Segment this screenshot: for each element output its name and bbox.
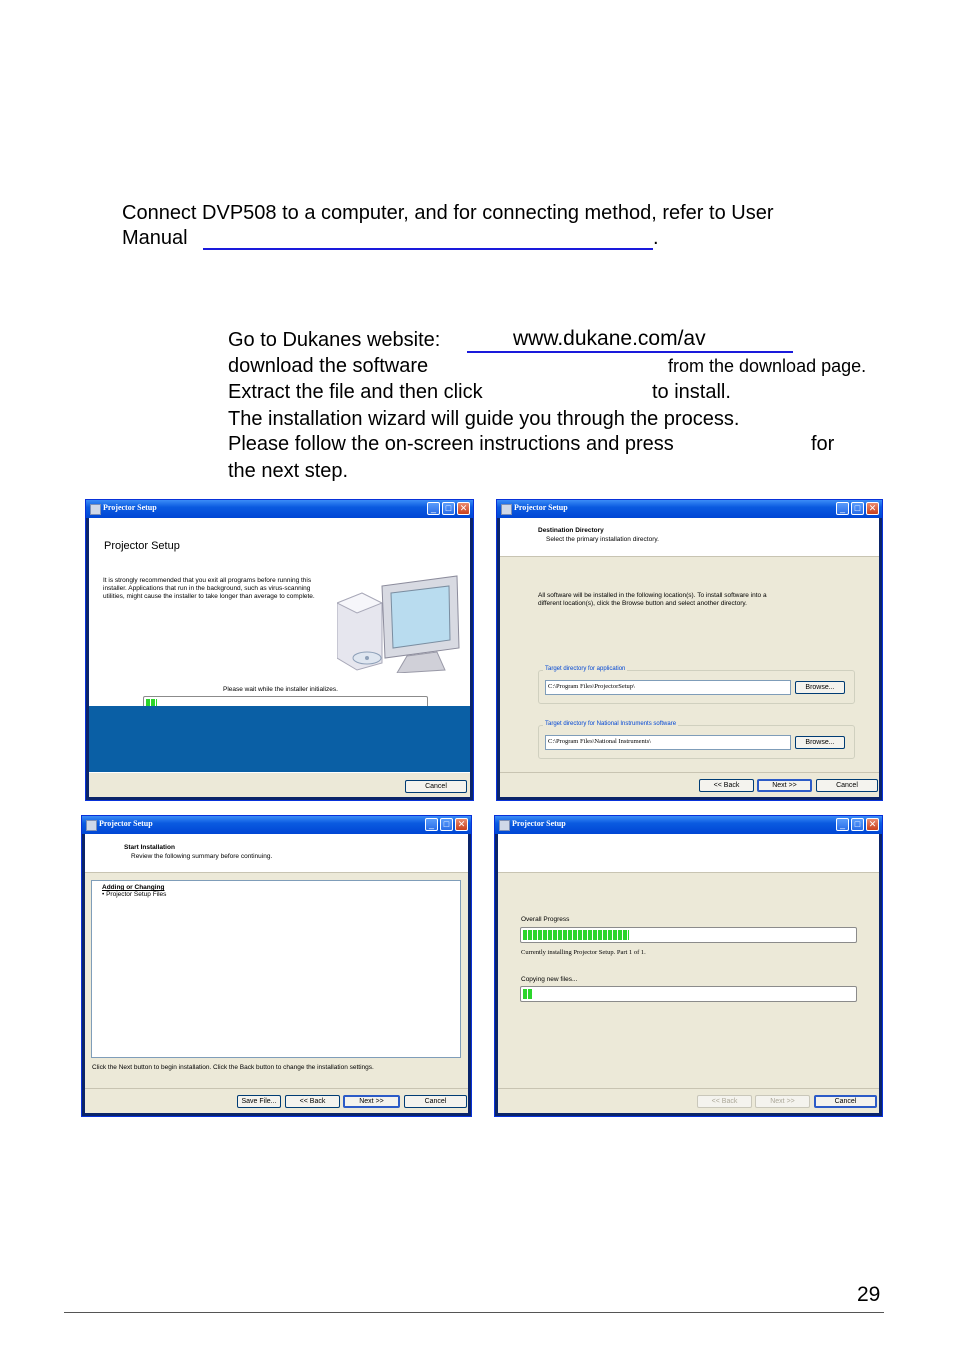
button-bar bbox=[89, 772, 470, 797]
download-suffix: from the download page. bbox=[668, 356, 867, 376]
dialog-subheading: Select the primary installation directory. bbox=[546, 536, 659, 543]
body-line-3: utilities, might cause the installer to take longer than average to complete. bbox=[103, 593, 315, 600]
group-label: Target directory for application bbox=[545, 666, 626, 672]
copy-progress-fill bbox=[523, 989, 533, 999]
minimize-icon[interactable]: _ bbox=[425, 818, 438, 831]
dialog-heading: Projector Setup bbox=[104, 540, 180, 552]
summary-item: • Projector Setup Files bbox=[102, 891, 167, 898]
title-bar[interactable] bbox=[86, 500, 473, 518]
separator bbox=[500, 772, 879, 773]
extract-line: Extract the file and then click bbox=[228, 381, 483, 403]
computer-illustration-icon bbox=[337, 558, 467, 673]
close-icon[interactable]: ✕ bbox=[866, 818, 879, 831]
extract-suffix: to install. bbox=[652, 381, 731, 403]
back-button[interactable]: << Back bbox=[699, 779, 754, 792]
overall-progress-label: Overall Progress bbox=[521, 916, 570, 923]
minimize-icon[interactable]: _ bbox=[836, 502, 849, 515]
app-directory-group bbox=[538, 666, 855, 704]
separator bbox=[498, 1088, 879, 1089]
dialog-header bbox=[500, 518, 879, 557]
projector-setup-window-progress bbox=[494, 815, 883, 1117]
close-icon[interactable]: ✕ bbox=[866, 502, 879, 515]
cancel-button[interactable]: Cancel bbox=[404, 1095, 467, 1108]
separator bbox=[85, 1088, 468, 1089]
website-url-underline bbox=[467, 351, 793, 353]
blue-banner bbox=[89, 706, 470, 772]
app-directory-input[interactable]: C:\Program Files\ProjectorSetup\ bbox=[545, 680, 791, 695]
install-status: Currently installing Projector Setup. Part 1 of 1. bbox=[521, 949, 646, 956]
browse-button[interactable]: Browse... bbox=[795, 736, 845, 749]
overall-progress-fill bbox=[523, 930, 629, 940]
dialog-header bbox=[498, 834, 879, 873]
page-number: 29 bbox=[857, 1283, 881, 1306]
website-label: Go to Dukanes website: bbox=[228, 329, 441, 351]
setup-app-icon bbox=[90, 504, 101, 515]
footer-rule bbox=[64, 1312, 884, 1313]
back-button[interactable]: << Back bbox=[285, 1095, 340, 1108]
browse-button[interactable]: Browse... bbox=[795, 681, 845, 694]
window-title: Projector Setup bbox=[99, 819, 153, 828]
init-status: Please wait while the installer initializes. bbox=[223, 686, 338, 693]
minimize-icon[interactable]: _ bbox=[427, 502, 440, 515]
overall-progress-bar bbox=[520, 927, 857, 943]
back-button: << Back bbox=[697, 1095, 752, 1108]
copy-label: Copying new files... bbox=[521, 976, 578, 983]
minimize-icon[interactable]: _ bbox=[836, 818, 849, 831]
body-line-2: installer. Applications that run in the background, such as virus-scanning bbox=[103, 585, 311, 592]
intro-line-2: Manual bbox=[122, 227, 188, 249]
wizard-line: The installation wizard will guide you through the process. bbox=[228, 408, 740, 430]
intro-period: . bbox=[653, 227, 659, 249]
setup-app-icon bbox=[499, 820, 510, 831]
window-title: Projector Setup bbox=[103, 503, 157, 512]
cancel-button[interactable]: Cancel bbox=[814, 1095, 877, 1108]
copy-progress-bar bbox=[520, 986, 857, 1002]
intro-line-1: Connect DVP508 to a computer, and for connecting method, refer to User bbox=[122, 202, 774, 224]
maximize-icon[interactable]: □ bbox=[442, 502, 455, 515]
dialog-subheading: Review the following summary before continuing. bbox=[131, 853, 273, 860]
footer-note: Click the Next button to begin installation. Click the Back button to change the installation settings. bbox=[92, 1064, 374, 1071]
website-url[interactable]: www.dukane.com/av bbox=[513, 327, 706, 350]
close-icon[interactable]: ✕ bbox=[455, 818, 468, 831]
next-button[interactable]: Next >> bbox=[757, 779, 812, 792]
title-bar[interactable] bbox=[495, 816, 882, 834]
cancel-button[interactable]: Cancel bbox=[405, 780, 467, 793]
dialog-heading: Destination Directory bbox=[538, 527, 604, 534]
body-line-1: It is strongly recommended that you exit all programs before running this bbox=[103, 577, 312, 584]
close-icon[interactable]: ✕ bbox=[457, 502, 470, 515]
group-label: Target directory for National Instruments software bbox=[545, 721, 677, 727]
body-line-2: different location(s), click the Browse button and select another directory. bbox=[538, 600, 747, 607]
dialog-header bbox=[85, 834, 468, 873]
follow-suffix: for bbox=[811, 433, 835, 455]
window-title: Projector Setup bbox=[514, 503, 568, 512]
dialog-heading: Start Installation bbox=[124, 844, 175, 851]
manual-link-underline[interactable] bbox=[203, 248, 653, 250]
window-title: Projector Setup bbox=[512, 819, 566, 828]
cancel-button[interactable]: Cancel bbox=[816, 779, 878, 792]
ni-directory-input[interactable]: C:\Program Files\National Instruments\ bbox=[545, 735, 791, 750]
save-file-button[interactable]: Save File... bbox=[237, 1095, 281, 1108]
projector-setup-window-destination bbox=[496, 499, 883, 801]
maximize-icon[interactable]: □ bbox=[440, 818, 453, 831]
summary-list[interactable] bbox=[91, 880, 461, 1058]
next-button[interactable]: Next >> bbox=[343, 1095, 400, 1108]
projector-setup-window-init bbox=[85, 499, 474, 801]
title-bar[interactable] bbox=[82, 816, 471, 834]
maximize-icon[interactable]: □ bbox=[851, 818, 864, 831]
next-step-line: the next step. bbox=[228, 460, 349, 482]
projector-setup-window-start bbox=[81, 815, 472, 1117]
body-line-1: All software will be installed in the following location(s). To install software into a bbox=[538, 592, 767, 599]
setup-app-icon bbox=[501, 504, 512, 515]
next-button: Next >> bbox=[755, 1095, 810, 1108]
download-line: download the software bbox=[228, 355, 429, 377]
ni-directory-group bbox=[538, 721, 855, 759]
maximize-icon[interactable]: □ bbox=[851, 502, 864, 515]
setup-app-icon bbox=[86, 820, 97, 831]
init-progress-fill bbox=[146, 699, 157, 706]
title-bar[interactable] bbox=[497, 500, 882, 518]
follow-line: Please follow the on-screen instructions and press bbox=[228, 433, 674, 455]
summary-heading: Adding or Changing bbox=[102, 884, 165, 891]
